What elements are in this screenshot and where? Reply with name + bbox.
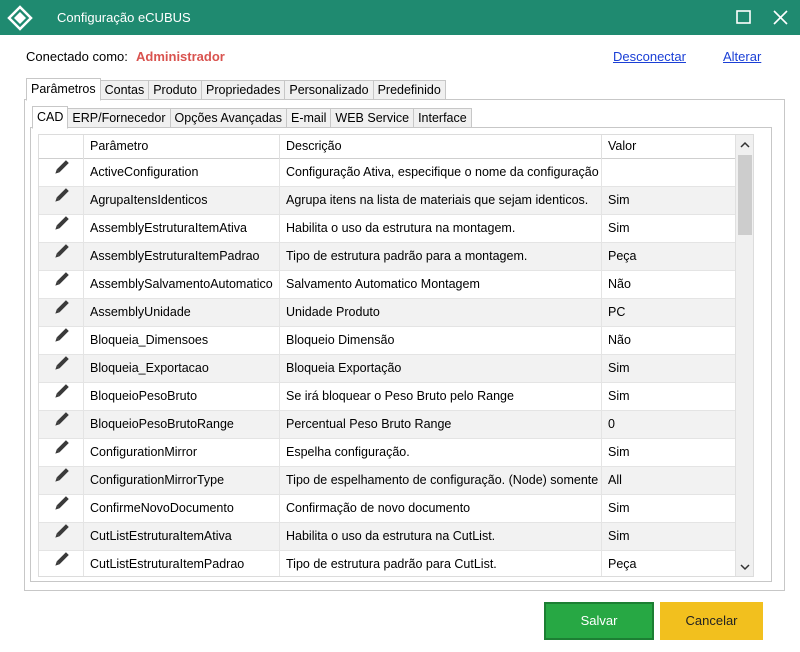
tab-contas[interactable]: Contas [101, 80, 150, 100]
tab-interface[interactable]: Interface [414, 108, 472, 128]
cell-descricao[interactable]: Unidade Produto [280, 299, 602, 327]
edit-row-button[interactable] [39, 495, 84, 523]
close-button[interactable] [760, 0, 800, 35]
edit-row-button[interactable] [39, 159, 84, 187]
cell-parametro[interactable]: BloqueioPesoBrutoRange [84, 411, 280, 439]
cell-descricao[interactable]: Habilita o uso da estrutura na montagem. [280, 215, 602, 243]
table-row[interactable] [39, 355, 735, 383]
table-row[interactable] [39, 523, 735, 551]
cell-parametro[interactable]: Bloqueia_Dimensoes [84, 327, 280, 355]
edit-row-button[interactable] [39, 327, 84, 355]
maximize-button[interactable] [724, 0, 764, 35]
cell-parametro[interactable]: ActiveConfiguration [84, 159, 280, 187]
table-row[interactable] [39, 439, 735, 467]
connected-user: Administrador [136, 49, 225, 64]
cell-parametro[interactable]: AssemblySalvamentoAutomatico [84, 271, 280, 299]
pencil-icon [51, 439, 71, 467]
cell-valor[interactable]: Sim [608, 361, 630, 375]
cell-parametro[interactable]: AssemblyEstruturaItemPadrao [84, 243, 280, 271]
cell-valor[interactable]: All [608, 473, 622, 487]
cell-parametro[interactable]: BloqueioPesoBruto [84, 383, 280, 411]
pencil-icon [51, 495, 71, 523]
cell-valor[interactable]: Sim [608, 529, 630, 543]
edit-row-button[interactable] [39, 411, 84, 439]
header-valor[interactable]: Valor [608, 139, 637, 153]
pencil-icon [51, 411, 71, 439]
pencil-icon [51, 215, 71, 243]
cell-valor[interactable]: Não [608, 333, 631, 347]
disconnect-link[interactable]: Desconectar [613, 49, 686, 64]
scroll-thumb[interactable] [738, 155, 752, 235]
vertical-scrollbar[interactable] [735, 135, 753, 576]
edit-row-button[interactable] [39, 467, 84, 495]
connected-as-label: Conectado como: [26, 49, 128, 64]
edit-row-button[interactable] [39, 551, 84, 577]
edit-row-button[interactable] [39, 187, 84, 215]
table-row[interactable] [39, 495, 735, 523]
cell-descricao[interactable]: Agrupa itens na lista de materiais que sejam identicos. [280, 187, 602, 215]
tab-parametros[interactable]: Parâmetros [26, 78, 101, 101]
table-row[interactable] [39, 215, 735, 243]
grid-rows [39, 159, 735, 577]
table-row[interactable] [39, 383, 735, 411]
edit-row-button[interactable] [39, 215, 84, 243]
tab-propriedades[interactable]: Propriedades [202, 80, 285, 100]
close-icon [760, 0, 800, 35]
ecubus-logo-icon [7, 5, 33, 31]
edit-row-button[interactable] [39, 439, 84, 467]
pencil-icon [51, 467, 71, 495]
tab-cad[interactable]: CAD [32, 106, 68, 129]
maximize-icon [724, 0, 764, 35]
table-row[interactable] [39, 467, 735, 495]
tab-personalizado[interactable]: Personalizado [285, 80, 373, 100]
header-edit [39, 135, 84, 159]
pencil-icon [51, 271, 71, 299]
parameters-grid[interactable] [38, 134, 754, 577]
pencil-icon [51, 383, 71, 411]
cell-descricao[interactable]: Se irá bloquear o Peso Bruto pelo Range [280, 383, 602, 411]
cell-valor[interactable]: Sim [608, 445, 630, 459]
edit-row-button[interactable] [39, 271, 84, 299]
cell-valor[interactable] [602, 159, 735, 187]
cell-parametro[interactable]: AssemblyEstruturaItemAtiva [84, 215, 280, 243]
tab-produto[interactable]: Produto [149, 80, 202, 100]
scroll-down-button[interactable] [736, 558, 754, 576]
cell-descricao[interactable]: Habilita o uso da estrutura na CutList. [280, 523, 602, 551]
edit-row-button[interactable] [39, 383, 84, 411]
edit-row-button[interactable] [39, 523, 84, 551]
cell-parametro[interactable]: ConfirmeNovoDocumento [84, 495, 280, 523]
chevron-down-icon [740, 564, 750, 571]
table-row[interactable] [39, 243, 735, 271]
scroll-up-button[interactable] [736, 135, 754, 153]
cell-descricao[interactable]: Tipo de estrutura padrão para a montagem. [280, 243, 602, 271]
cell-descricao[interactable]: Espelha configuração. [280, 439, 602, 467]
table-row[interactable] [39, 187, 735, 215]
cell-valor[interactable]: Sim [608, 501, 630, 515]
tab-predefinido[interactable]: Predefinido [374, 80, 446, 100]
cell-descricao[interactable]: Bloqueia Exportação [280, 355, 602, 383]
pencil-icon [51, 551, 71, 577]
title-bar [0, 0, 800, 35]
header-parametro[interactable]: Parâmetro [84, 135, 280, 159]
edit-row-button[interactable] [39, 243, 84, 271]
cell-descricao[interactable]: Tipo de estrutura padrão para CutList. [280, 551, 602, 577]
pencil-icon [51, 243, 71, 271]
sub-tabs [32, 106, 472, 128]
pencil-icon [51, 187, 71, 215]
cell-valor[interactable]: PC [608, 305, 626, 319]
table-row[interactable] [39, 411, 735, 439]
table-row[interactable] [39, 299, 735, 327]
chevron-up-icon [740, 141, 750, 148]
pencil-icon [51, 299, 71, 327]
main-tabs [26, 78, 446, 100]
cell-parametro[interactable]: ConfigurationMirror [84, 439, 280, 467]
tab-opcoes-avancadas[interactable]: Opções Avançadas [171, 108, 287, 128]
table-row[interactable] [39, 551, 735, 577]
cell-descricao[interactable]: Confirmação de novo documento [280, 495, 602, 523]
cell-descricao[interactable]: Bloqueio Dimensão [280, 327, 602, 355]
table-row[interactable] [39, 271, 735, 299]
alter-link[interactable]: Alterar [723, 49, 762, 64]
cell-parametro[interactable]: CutListEstruturaItemPadrao [84, 551, 280, 577]
cancel-button[interactable]: Cancelar [660, 602, 763, 640]
pencil-icon [51, 523, 71, 551]
tab-web-service[interactable]: WEB Service [331, 108, 414, 128]
edit-row-button[interactable] [39, 299, 84, 327]
cell-parametro[interactable]: ConfigurationMirrorType [84, 467, 280, 495]
table-row[interactable] [39, 327, 735, 355]
cell-descricao[interactable]: Configuração Ativa, especifique o nome da configuração [280, 159, 602, 187]
grid-header [39, 135, 735, 159]
pencil-icon [51, 159, 71, 187]
cell-parametro[interactable]: AgrupaItensIdenticos [84, 187, 280, 215]
header-descricao[interactable]: Descrição [280, 135, 602, 159]
tab-erp-fornecedor[interactable]: ERP/Fornecedor [68, 108, 170, 128]
cell-valor[interactable]: Sim [608, 221, 630, 235]
cell-parametro[interactable]: Bloqueia_Exportacao [84, 355, 280, 383]
cell-valor[interactable]: 0 [608, 417, 615, 431]
cell-descricao[interactable]: Salvamento Automatico Montagem [280, 271, 602, 299]
cell-descricao[interactable]: Tipo de espelhamento de configuração. (Node) somente [280, 467, 602, 495]
tab-email[interactable]: E-mail [287, 108, 331, 128]
cell-valor[interactable]: Sim [608, 193, 630, 207]
cell-valor[interactable]: Não [608, 277, 631, 291]
cell-valor[interactable]: Peça [608, 249, 637, 263]
save-button[interactable]: Salvar [544, 602, 654, 640]
window-title: Configuração eCUBUS [57, 10, 191, 25]
cell-parametro[interactable]: CutListEstruturaItemAtiva [84, 523, 280, 551]
cell-descricao[interactable]: Percentual Peso Bruto Range [280, 411, 602, 439]
pencil-icon [51, 327, 71, 355]
table-row[interactable] [39, 159, 735, 187]
cell-parametro[interactable]: AssemblyUnidade [84, 299, 280, 327]
edit-row-button[interactable] [39, 355, 84, 383]
pencil-icon [51, 355, 71, 383]
cell-valor[interactable]: Sim [608, 389, 630, 403]
cell-valor[interactable]: Peça [608, 557, 637, 571]
